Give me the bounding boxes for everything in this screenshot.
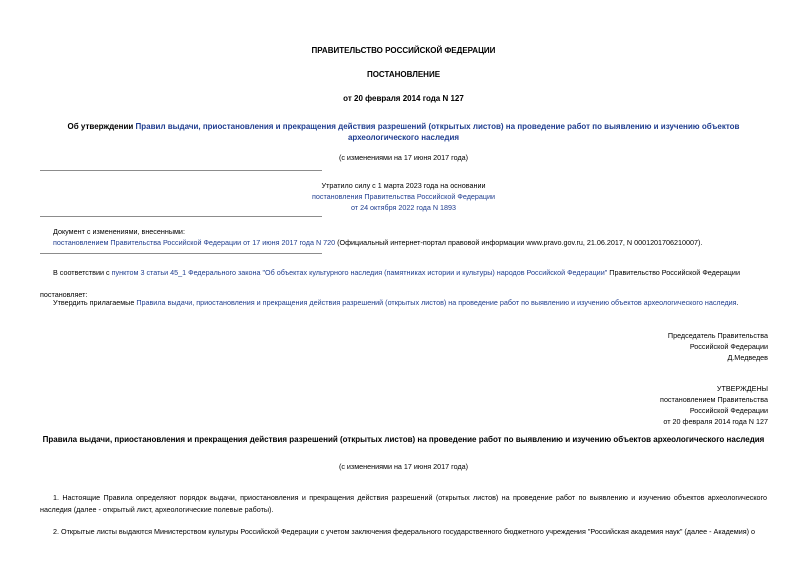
divider-middle	[40, 216, 322, 217]
expired-decree-date-link[interactable]: от 24 октября 2022 года N 1893	[350, 203, 457, 212]
preamble-start: В соответствии с	[53, 268, 112, 277]
decree-end: .	[736, 298, 739, 307]
decree-start: Утвердить прилагаемые	[53, 298, 137, 307]
rules-title: Правила выдачи, приостановления и прекращения действия разрешений (открытых листов) на проведение работ по выявлению и изучению объектов археологического наследия	[42, 435, 765, 444]
preamble-end: Правительство Российской Федерации	[607, 268, 740, 277]
federal-law-link[interactable]: пунктом 3 статьи 45_1 Федерального закона "Об объектах культурного наследия (памятниках истории и культуры) народов Российской Федерации"	[111, 268, 608, 277]
title-rules-link[interactable]: Правил выдачи, приостановления и прекращения действия разрешений (открытых листов) на проведение работ по выявлению и изучению объектов археологического наследия	[135, 122, 740, 142]
approved-decree: постановлением Правительства	[660, 395, 768, 404]
divider-top	[40, 170, 322, 171]
expired-decree-link[interactable]: постановления Правительства Российской Федерации	[311, 192, 496, 201]
rules-link[interactable]: Правила выдачи, приостановления и прекращения действия разрешений (открытых листов) на проведение работ по выявлению и изучению объектов археологического наследия	[136, 298, 737, 307]
approved-country: Российской Федерации	[689, 406, 768, 415]
rules-paragraph-2: 2. Открытые листы выдаются Министерством культуры Российской Федерации с учетом заключения федерального государственного бюджетного учреждения "Российская академия наук" (далее - Академия) о	[53, 527, 756, 536]
approved-date: от 20 февраля 2014 года N 127	[663, 417, 768, 426]
signature-name: Д.Медведев	[727, 353, 768, 362]
approved-title: УТВЕРЖДЕНЫ	[716, 384, 768, 393]
document-type: ПОСТАНОВЛЕНИЕ	[366, 70, 441, 79]
divider-bottom	[40, 253, 322, 254]
changes-note: (с изменениями на 17 июня 2017 года)	[338, 153, 469, 162]
title-prefix: Об утверждении	[67, 122, 136, 131]
preamble	[53, 268, 740, 277]
document-date-number: от 20 февраля 2014 года N 127	[343, 94, 464, 103]
amended-decree-link[interactable]: постановлением Правительства Российской Федерации от 17 июня 2017 года N 720	[53, 238, 336, 247]
document-title	[40, 121, 767, 143]
amended-doc-line	[53, 238, 702, 247]
approved-block	[660, 383, 768, 427]
rules-paragraph-1: 1. Настоящие Правила определяют порядок выдачи, приостановления и прекращения действия разрешений (открытых листов) на проведение работ по выявлению и изучению объектов археологического наследия (далее - открытый лист, археологические полевые работы).	[40, 493, 767, 514]
expired-notice: Утратило силу с 1 марта 2023 года на основании	[321, 181, 486, 190]
decree-approve	[53, 298, 739, 307]
decree-word: постановляет:	[40, 290, 88, 299]
amended-source: (Официальный интернет-портал правовой информации www.pravo.gov.ru, 21.06.2017, N 0001201706210007).	[335, 238, 703, 247]
amended-label: Документ с изменениями, внесенными:	[53, 227, 185, 236]
rules-changes-note: (с изменениями на 17 июня 2017 года)	[338, 462, 469, 471]
signature-block	[668, 330, 768, 363]
signature-position: Председатель Правительства	[667, 331, 768, 340]
government-name: ПРАВИТЕЛЬСТВО РОССИЙСКОЙ ФЕДЕРАЦИИ	[311, 46, 496, 55]
signature-country: Российской Федерации	[689, 342, 768, 351]
